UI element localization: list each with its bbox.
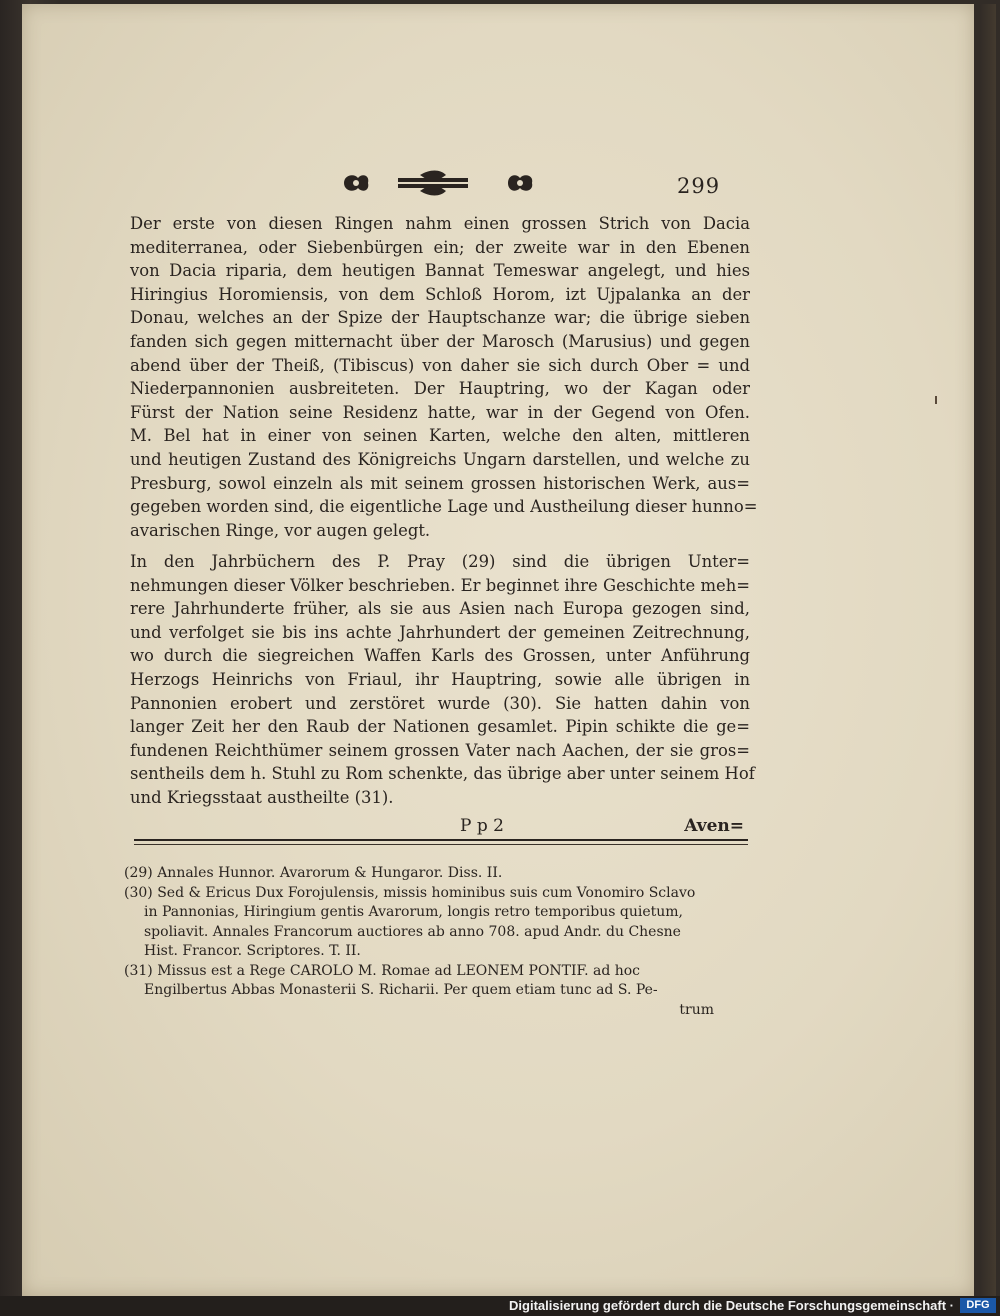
paragraph-2 (130, 550, 755, 810)
footnote-line: in Pannonias, Hiringium gentis Avarorum, longis retro temporibus quietum, (144, 904, 683, 920)
text-line: Fürst der Nation seine Residenz hatte, war in der Gegend von Ofen. (130, 402, 750, 422)
text-line: Der erste von diesen Ringen nahm einen grossen Strich von Dacia (130, 214, 750, 233)
text-line: abend über der Theiß, (Tibiscus) von daher sie sich durch Ober = und (130, 355, 750, 375)
text-line: Donau, welches an der Spize der Hauptschanze war; die übrige sieben (130, 308, 750, 328)
header-ornament (340, 169, 540, 197)
page-number: 299 (677, 174, 721, 198)
footnote-line: trum (679, 1001, 714, 1018)
footnote-line: (31) Missus est a Rege CAROLO M. Romae ad LEONEM PONTIF. ad hoc (124, 962, 641, 979)
text-line: Presburg, sowol einzeln als mit seinem grossen historischen Werk, aus= (130, 473, 750, 493)
text-line: sentheils dem h. Stuhl zu Rom schenkte, das übrige aber unter seinem Hof (130, 764, 755, 784)
text-line: M. Bel hat in einer von seinen Karten, welche den alten, mittleren (130, 426, 750, 446)
text-line: langer Zeit her den Raub der Nationen gesamlet. Pipin schikte die ge= (130, 717, 750, 737)
footnotes (124, 864, 734, 1020)
text-line: von Dacia riparia, dem heutigen Bannat Temeswar angelegt, und hies (130, 261, 750, 281)
footnote-line: spoliavit. Annales Francorum auctiores ab anno 708. apud Andr. du Chesne (144, 923, 681, 940)
text-line: mediterranea, oder Siebenbürgen ein; der zweite war in den Ebenen (130, 237, 750, 257)
footnote-line: Engilbertus Abbas Monasterii S. Richarii. Per quem etiam tunc ad S. Pe- (144, 982, 658, 998)
text-line: Pannonien erobert und zerstöret wurde (30). Sie hatten dahin von (130, 693, 750, 713)
text-line: rere Jahrhunderte früher, als sie aus Asien nach Europa gezogen sind, (130, 599, 750, 619)
text-line: avarischen Ringe, vor augen gelegt. (130, 520, 431, 540)
text-line: fanden sich gegen mitternacht über der Marosch (Marusius) und gegen (130, 331, 750, 351)
footer-bar (0, 1296, 1000, 1316)
footnote-rule (134, 839, 748, 841)
text-line: nehmungen dieser Völker beschrieben. Er beginnet ihre Geschichte meh= (130, 575, 750, 595)
footnote-line: (30) Sed & Ericus Dux Forojulensis, missis hominibus suis cum Vonomiro Sclavo (124, 884, 696, 901)
margin-mark (935, 396, 937, 404)
text-line: und verfolget sie bis ins achte Jahrhundert der gemeinen Zeitrechnung, (130, 622, 750, 642)
text-line: fundenen Reichthümer seinem grossen Vater nach Aachen, der sie gros= (130, 740, 750, 760)
text-line: Niederpannonien ausbreiteten. Der Hauptring, wo der Kagan oder (130, 379, 750, 399)
paragraph-1 (130, 212, 758, 542)
text-line: wo durch die siegreichen Waffen Karls des Grossen, unter Anführung (130, 646, 750, 666)
dfg-logo-icon: DFG (960, 1298, 996, 1313)
book-page (22, 4, 974, 1296)
text-line: gegeben worden sind, die eigentliche Lage und Austheilung dieser hunno= (130, 497, 758, 517)
text-line: Hiringius Horomiensis, von dem Schloß Horom, izt Ujpalanka an der (130, 284, 750, 304)
page-edge-shadow (980, 4, 996, 1296)
footnote-line: Hist. Francor. Scriptores. T. II. (144, 943, 361, 959)
text-line: und Kriegsstaat austheilte (31). (130, 787, 394, 807)
text-line: und heutigen Zustand des Königreichs Ungarn darstellen, und welche zu (130, 449, 750, 469)
footnote-rule-thin (134, 844, 748, 845)
signature-mark: P p 2 (460, 816, 504, 836)
signature-line (130, 816, 750, 840)
funding-notice: Digitalisierung gefördert durch die Deutsche Forschungsgemeinschaft · (509, 1298, 954, 1313)
text-line: Herzogs Heinrichs von Friaul, ihr Hauptring, sowie alle übrigen in (130, 669, 750, 689)
text-line: In den Jahrbüchern des P. Pray (29) sind die übrigen Unter= (130, 552, 750, 571)
catchword: Aven= (684, 816, 744, 836)
footnote-line: (29) Annales Hunnor. Avarorum & Hungaror. Diss. II. (124, 865, 503, 881)
